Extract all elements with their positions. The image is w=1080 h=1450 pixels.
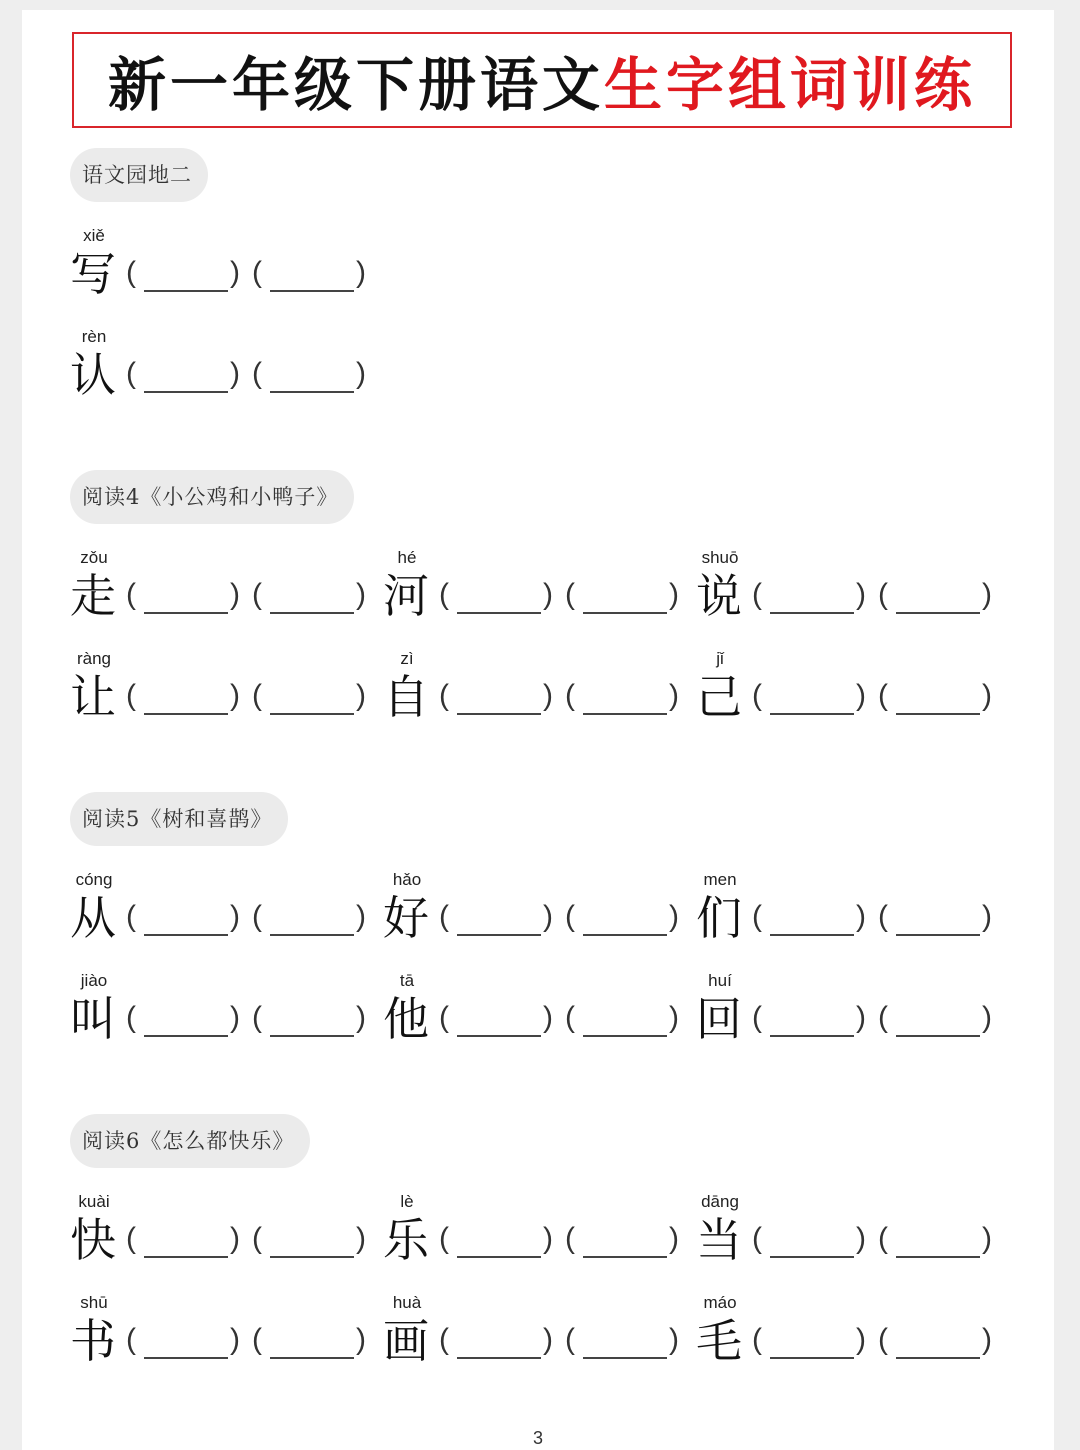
- answer-line[interactable]: [457, 612, 541, 614]
- pinyin-label: shuō: [701, 548, 739, 567]
- open-paren: (: [878, 1001, 888, 1034]
- open-paren: (: [126, 900, 136, 933]
- answer-line[interactable]: [770, 934, 854, 936]
- character-row: [70, 870, 1030, 971]
- open-paren: (: [126, 1001, 136, 1034]
- character-row: [70, 226, 1030, 327]
- word-blank[interactable]: [439, 1001, 559, 1041]
- word-blank[interactable]: [878, 1222, 998, 1262]
- pinyin-label: cóng: [75, 870, 113, 889]
- word-blank[interactable]: [252, 578, 372, 618]
- character-item: [696, 649, 996, 739]
- word-blank[interactable]: [439, 900, 559, 940]
- close-paren: ): [356, 1001, 366, 1034]
- close-paren: ): [543, 679, 553, 712]
- answer-line[interactable]: [583, 612, 667, 614]
- open-paren: (: [252, 357, 262, 390]
- answer-line[interactable]: [770, 1035, 854, 1037]
- word-blank[interactable]: [752, 1001, 872, 1041]
- answer-line[interactable]: [896, 713, 980, 715]
- chinese-character: 认: [70, 348, 116, 402]
- character-item: [696, 1192, 996, 1282]
- word-blank[interactable]: [252, 1001, 372, 1041]
- close-paren: ): [356, 900, 366, 933]
- pinyin-label: dāng: [701, 1192, 739, 1211]
- answer-line[interactable]: [896, 934, 980, 936]
- open-paren: (: [878, 900, 888, 933]
- word-blank[interactable]: [126, 1323, 246, 1363]
- answer-line[interactable]: [270, 713, 354, 715]
- section-heading: 阅读5《树和喜鹊》: [70, 792, 288, 846]
- word-blank[interactable]: [252, 900, 372, 940]
- close-paren: ): [543, 1001, 553, 1034]
- open-paren: (: [565, 578, 575, 611]
- open-paren: (: [126, 1222, 136, 1255]
- open-paren: (: [878, 1222, 888, 1255]
- close-paren: ): [856, 1222, 866, 1255]
- word-blank[interactable]: [252, 357, 372, 397]
- pinyin-label: jǐ: [716, 649, 724, 668]
- answer-line[interactable]: [583, 1256, 667, 1258]
- open-paren: (: [752, 1001, 762, 1034]
- character-item: [383, 971, 683, 1061]
- open-paren: (: [252, 256, 262, 289]
- open-paren: (: [126, 256, 136, 289]
- word-blank[interactable]: [878, 578, 998, 618]
- character-row: [70, 971, 1030, 1072]
- pinyin-label: máo: [703, 1293, 737, 1312]
- close-paren: ): [230, 256, 240, 289]
- close-paren: ): [856, 900, 866, 933]
- character-item: [383, 649, 683, 739]
- character-row: [70, 1192, 1030, 1293]
- page-number: 3: [532, 1428, 543, 1448]
- answer-line[interactable]: [583, 713, 667, 715]
- character-item: [70, 1192, 370, 1282]
- open-paren: (: [565, 1001, 575, 1034]
- answer-line[interactable]: [270, 1256, 354, 1258]
- character-item: [696, 1293, 996, 1383]
- open-paren: (: [439, 900, 449, 933]
- close-paren: ): [230, 1001, 240, 1034]
- close-paren: ): [669, 1001, 679, 1034]
- chinese-character: 好: [383, 891, 429, 945]
- open-paren: (: [565, 900, 575, 933]
- close-paren: ): [669, 900, 679, 933]
- chinese-character: 当: [696, 1213, 742, 1267]
- character-item: [383, 1192, 683, 1282]
- word-blank[interactable]: [252, 256, 372, 296]
- answer-line[interactable]: [270, 612, 354, 614]
- word-blank[interactable]: [752, 1222, 872, 1262]
- word-blank[interactable]: [878, 1001, 998, 1041]
- word-blank[interactable]: [252, 1222, 372, 1262]
- answer-line[interactable]: [770, 713, 854, 715]
- answer-line[interactable]: [457, 1357, 541, 1359]
- answer-line[interactable]: [270, 934, 354, 936]
- word-blank[interactable]: [439, 1323, 559, 1363]
- open-paren: (: [439, 1222, 449, 1255]
- chinese-character: 毛: [696, 1314, 742, 1368]
- word-blank[interactable]: [126, 1001, 246, 1041]
- close-paren: ): [543, 900, 553, 933]
- close-paren: ): [856, 578, 866, 611]
- answer-line[interactable]: [270, 1357, 354, 1359]
- character-item: [70, 226, 370, 316]
- close-paren: ): [543, 578, 553, 611]
- open-paren: (: [439, 1001, 449, 1034]
- character-item: [70, 870, 370, 960]
- close-paren: ): [669, 1323, 679, 1356]
- open-paren: (: [878, 578, 888, 611]
- close-paren: ): [356, 357, 366, 390]
- pinyin-label: huí: [708, 971, 732, 990]
- word-blank[interactable]: [752, 679, 872, 719]
- word-blank[interactable]: [752, 900, 872, 940]
- chinese-character: 书: [70, 1314, 116, 1368]
- section-heading: 语文园地二: [70, 148, 208, 202]
- close-paren: ): [230, 1323, 240, 1356]
- close-paren: ): [669, 578, 679, 611]
- open-paren: (: [752, 578, 762, 611]
- pinyin-label: ràng: [76, 649, 112, 668]
- close-paren: ): [669, 1222, 679, 1255]
- word-blank[interactable]: [252, 679, 372, 719]
- chinese-character: 己: [696, 670, 742, 724]
- character-item: [383, 1293, 683, 1383]
- word-blank[interactable]: [565, 578, 685, 618]
- answer-line[interactable]: [896, 612, 980, 614]
- word-blank[interactable]: [252, 1323, 372, 1363]
- pinyin-label: jiào: [80, 971, 108, 990]
- answer-line[interactable]: [583, 1035, 667, 1037]
- open-paren: (: [752, 1222, 762, 1255]
- pinyin-label: rèn: [81, 327, 107, 346]
- answer-line[interactable]: [457, 1256, 541, 1258]
- close-paren: ): [982, 1001, 992, 1034]
- worksheet-page: [22, 10, 1054, 1450]
- chinese-character: 快: [70, 1213, 116, 1267]
- answer-line[interactable]: [144, 713, 228, 715]
- word-blank[interactable]: [126, 578, 246, 618]
- character-item: [696, 870, 996, 960]
- open-paren: (: [565, 1222, 575, 1255]
- answer-line[interactable]: [144, 1035, 228, 1037]
- close-paren: ): [856, 679, 866, 712]
- pinyin-label: men: [703, 870, 737, 889]
- character-row: [70, 327, 1030, 428]
- word-blank[interactable]: [126, 256, 246, 296]
- section-heading: 阅读6《怎么都快乐》: [70, 1114, 310, 1168]
- close-paren: ): [543, 1222, 553, 1255]
- open-paren: (: [252, 1222, 262, 1255]
- answer-line[interactable]: [583, 934, 667, 936]
- chinese-character: 自: [383, 670, 429, 724]
- pinyin-label: hé: [397, 548, 417, 567]
- open-paren: (: [439, 679, 449, 712]
- open-paren: (: [565, 1323, 575, 1356]
- character-item: [70, 971, 370, 1061]
- close-paren: ): [982, 900, 992, 933]
- pinyin-label: lè: [400, 1192, 414, 1211]
- open-paren: (: [439, 1323, 449, 1356]
- pinyin-label: hǎo: [392, 870, 422, 889]
- close-paren: ): [230, 357, 240, 390]
- character-item: [70, 1293, 370, 1383]
- close-paren: ): [669, 679, 679, 712]
- close-paren: ): [230, 679, 240, 712]
- answer-line[interactable]: [270, 290, 354, 292]
- close-paren: ): [982, 1222, 992, 1255]
- answer-line[interactable]: [770, 612, 854, 614]
- chinese-character: 他: [383, 992, 429, 1046]
- chinese-character: 河: [383, 569, 429, 623]
- word-blank[interactable]: [878, 1323, 998, 1363]
- pinyin-label: zǒu: [80, 548, 108, 567]
- close-paren: ): [356, 679, 366, 712]
- answer-line[interactable]: [270, 391, 354, 393]
- open-paren: (: [878, 1323, 888, 1356]
- word-blank[interactable]: [565, 1222, 685, 1262]
- character-item: [696, 548, 996, 638]
- character-item: [383, 548, 683, 638]
- chinese-character: 让: [70, 670, 116, 724]
- open-paren: (: [252, 578, 262, 611]
- close-paren: ): [982, 1323, 992, 1356]
- character-item: [383, 870, 683, 960]
- close-paren: ): [982, 679, 992, 712]
- chinese-character: 从: [70, 891, 116, 945]
- word-blank[interactable]: [439, 679, 559, 719]
- word-blank[interactable]: [439, 578, 559, 618]
- word-blank[interactable]: [565, 900, 685, 940]
- answer-line[interactable]: [144, 612, 228, 614]
- word-blank[interactable]: [126, 900, 246, 940]
- word-blank[interactable]: [126, 1222, 246, 1262]
- answer-line[interactable]: [770, 1256, 854, 1258]
- character-item: [70, 548, 370, 638]
- page-title: [72, 32, 1012, 128]
- open-paren: (: [752, 1323, 762, 1356]
- section: [70, 1114, 1030, 1394]
- word-blank[interactable]: [752, 578, 872, 618]
- answer-line[interactable]: [144, 290, 228, 292]
- open-paren: (: [126, 578, 136, 611]
- chinese-character: 叫: [70, 992, 116, 1046]
- close-paren: ): [356, 256, 366, 289]
- pinyin-label: kuài: [78, 1192, 110, 1211]
- open-paren: (: [126, 679, 136, 712]
- word-blank[interactable]: [878, 900, 998, 940]
- chinese-character: 们: [696, 891, 742, 945]
- close-paren: ): [543, 1323, 553, 1356]
- section: [70, 792, 1030, 1072]
- title-black-part: 新一年级下册语文: [107, 51, 604, 119]
- close-paren: ): [856, 1323, 866, 1356]
- open-paren: (: [252, 1001, 262, 1034]
- title-red-part: 生字组词训练: [604, 51, 977, 119]
- chinese-character: 说: [696, 569, 742, 623]
- character-row: [70, 1293, 1030, 1394]
- open-paren: (: [752, 679, 762, 712]
- open-paren: (: [252, 1323, 262, 1356]
- answer-line[interactable]: [583, 1357, 667, 1359]
- chinese-character: 写: [70, 247, 116, 301]
- open-paren: (: [878, 679, 888, 712]
- answer-line[interactable]: [770, 1357, 854, 1359]
- answer-line[interactable]: [457, 1035, 541, 1037]
- pinyin-label: tā: [399, 971, 415, 990]
- answer-line[interactable]: [896, 1357, 980, 1359]
- open-paren: (: [439, 578, 449, 611]
- word-blank[interactable]: [126, 679, 246, 719]
- section: [70, 148, 1030, 428]
- answer-line[interactable]: [457, 713, 541, 715]
- pinyin-label: xiě: [83, 226, 105, 245]
- word-blank[interactable]: [126, 357, 246, 397]
- chinese-character: 乐: [383, 1213, 429, 1267]
- word-blank[interactable]: [565, 1323, 685, 1363]
- pinyin-label: shū: [80, 1293, 108, 1312]
- character-item: [696, 971, 996, 1061]
- close-paren: ): [356, 1222, 366, 1255]
- close-paren: ): [356, 1323, 366, 1356]
- open-paren: (: [252, 679, 262, 712]
- answer-line[interactable]: [896, 1035, 980, 1037]
- answer-line[interactable]: [270, 1035, 354, 1037]
- section: [70, 470, 1030, 750]
- answer-line[interactable]: [144, 1256, 228, 1258]
- chinese-character: 回: [696, 992, 742, 1046]
- answer-line[interactable]: [457, 934, 541, 936]
- word-blank[interactable]: [565, 1001, 685, 1041]
- pinyin-label: zì: [400, 649, 414, 668]
- word-blank[interactable]: [565, 679, 685, 719]
- character-row: [70, 649, 1030, 750]
- close-paren: ): [982, 578, 992, 611]
- word-blank[interactable]: [439, 1222, 559, 1262]
- close-paren: ): [230, 1222, 240, 1255]
- open-paren: (: [126, 1323, 136, 1356]
- answer-line[interactable]: [144, 391, 228, 393]
- section-heading: 阅读4《小公鸡和小鸭子》: [70, 470, 354, 524]
- close-paren: ): [856, 1001, 866, 1034]
- answer-line[interactable]: [144, 1357, 228, 1359]
- open-paren: (: [565, 679, 575, 712]
- chinese-character: 走: [70, 569, 116, 623]
- open-paren: (: [126, 357, 136, 390]
- open-paren: (: [252, 900, 262, 933]
- character-item: [70, 649, 370, 739]
- word-blank[interactable]: [752, 1323, 872, 1363]
- close-paren: ): [230, 900, 240, 933]
- answer-line[interactable]: [896, 1256, 980, 1258]
- open-paren: (: [752, 900, 762, 933]
- character-item: [70, 327, 370, 417]
- answer-line[interactable]: [144, 934, 228, 936]
- chinese-character: 画: [383, 1314, 429, 1368]
- close-paren: ): [230, 578, 240, 611]
- pinyin-label: huà: [392, 1293, 422, 1312]
- word-blank[interactable]: [878, 679, 998, 719]
- close-paren: ): [356, 578, 366, 611]
- character-row: [70, 548, 1030, 649]
